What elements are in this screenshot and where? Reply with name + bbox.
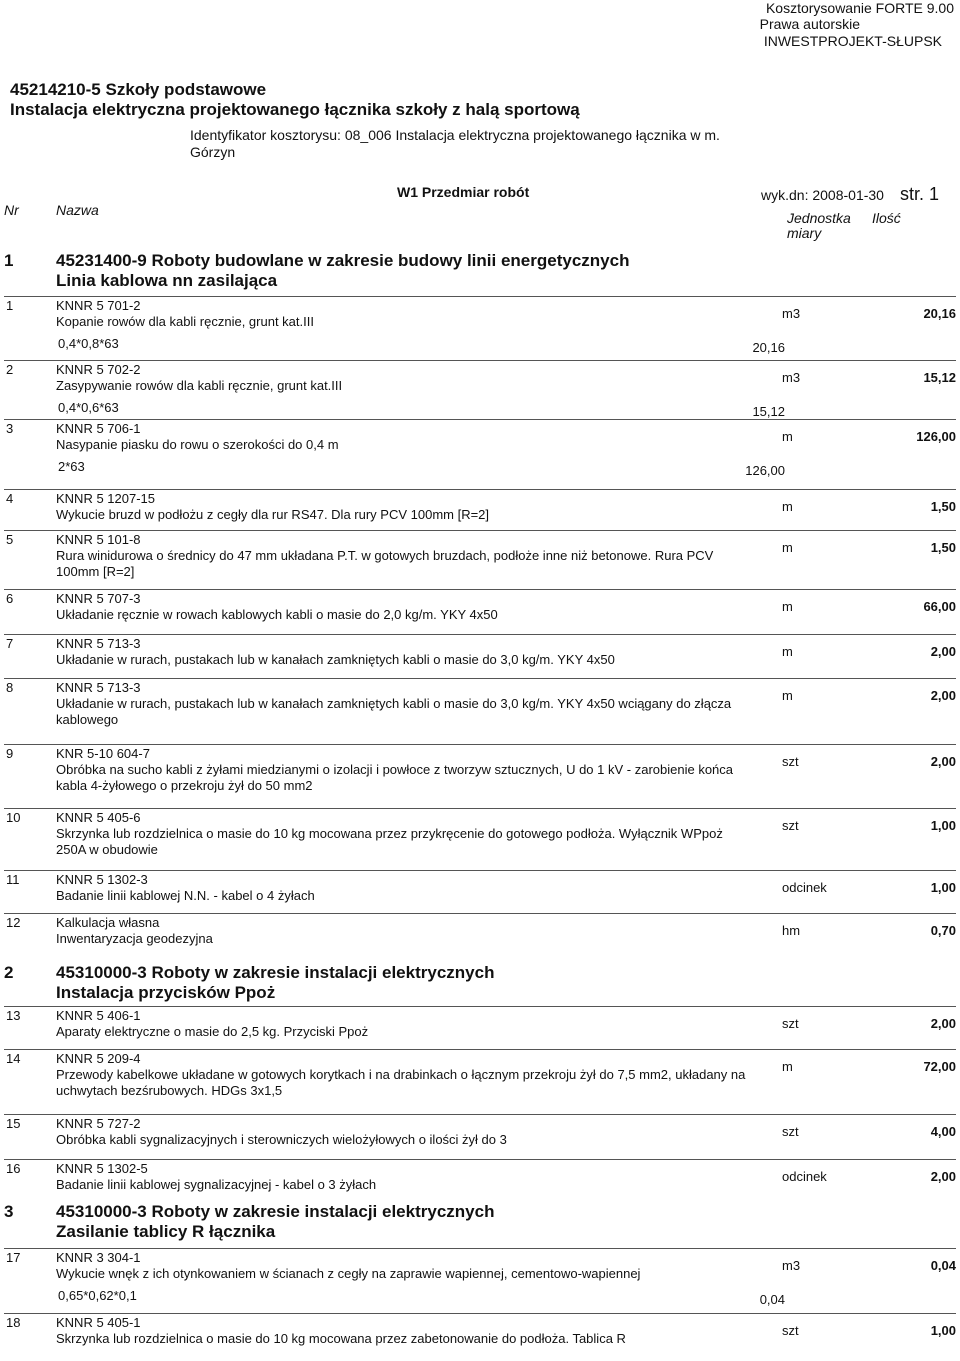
col-name: Nazwa xyxy=(56,202,99,218)
item-code: KNNR 5 707-3 xyxy=(56,591,141,606)
item-description: Badanie linii kablowej sygnalizacyjnej - kabel o 3 żyłach xyxy=(56,1177,377,1192)
item-code: KNNR 5 701-2 xyxy=(56,298,141,313)
item-quantity: 72,00 xyxy=(923,1059,956,1074)
software-name: Kosztorysowanie FORTE 9.00 xyxy=(765,0,954,16)
estimate-identifier: Identyfikator kosztorysu: 08_006 Instalacja elektryczna projektowanego łącznika w m. xyxy=(190,127,720,143)
row-divider xyxy=(4,589,956,590)
col-nr: Nr xyxy=(4,202,19,218)
item-quantity: 20,16 xyxy=(923,306,956,321)
item-unit: szt xyxy=(782,818,799,833)
item-nr: 10 xyxy=(6,810,21,825)
item-description: Przewody kabelkowe układane w gotowych korytkach i na drabinkach o łącznym przekroju żył do 7,5 mm2, układany na uchwytach bezśrubowych. HDGs 3x1,5 xyxy=(56,1067,746,1098)
item-description: Inwentaryzacja geodezyjna xyxy=(56,931,213,946)
item-quantity: 1,00 xyxy=(930,818,956,833)
item-unit: szt xyxy=(782,1124,799,1139)
item-quantity: 0,70 xyxy=(930,923,956,938)
item-quantity: 4,00 xyxy=(930,1124,956,1139)
row-divider xyxy=(4,296,956,297)
item-code: KNNR 5 702-2 xyxy=(56,362,141,377)
item-unit: odcinek xyxy=(782,1169,827,1184)
item-unit: szt xyxy=(782,1323,799,1338)
rights-label: Prawa autorskie xyxy=(759,16,860,32)
item-description: Obróbka na sucho kabli z żyłami miedzianymi o izolacji i powłoce z tworzyw sztucznych, U do 1 kV - zarobienie końca kabla 4-żyłowego o przekroju żył do 50 mm2 xyxy=(56,762,734,793)
item-nr: 2 xyxy=(6,362,14,377)
item-unit: m3 xyxy=(782,1258,801,1273)
row-divider xyxy=(4,870,956,871)
project-code-title: 45214210-5 Szkoły podstawowe xyxy=(10,80,267,99)
col-unit-2: miary xyxy=(787,225,822,241)
item-unit: hm xyxy=(782,923,801,938)
item-calculation: 2*63 xyxy=(58,459,85,474)
item-quantity: 2,00 xyxy=(930,688,956,703)
item-nr: 13 xyxy=(6,1008,21,1023)
item-nr: 11 xyxy=(6,872,20,887)
item-unit: m xyxy=(782,429,793,444)
row-divider xyxy=(4,489,956,490)
row-divider xyxy=(4,634,956,635)
row-divider xyxy=(4,530,956,531)
item-unit: m xyxy=(782,599,793,614)
row-divider xyxy=(4,419,956,420)
item-quantity: 2,00 xyxy=(930,754,956,769)
item-nr: 5 xyxy=(6,532,14,547)
item-unit: m xyxy=(782,540,793,555)
item-code: KNNR 5 727-2 xyxy=(56,1116,141,1131)
col-qty: Ilość xyxy=(872,210,901,226)
item-description: Badanie linii kablowej N.N. - kabel o 4 żyłach xyxy=(56,888,315,903)
row-divider xyxy=(4,1313,956,1314)
item-description: Rura winidurowa o średnicy do 47 mm układana P.T. w gotowych bruzdach, podłoże inne niż betonowe. Rura PCV 100mm [R=2] xyxy=(56,548,714,579)
row-divider xyxy=(4,1114,956,1115)
section-title: 45310000-3 Roboty w zakresie instalacji elektrycznych xyxy=(56,963,495,982)
col-unit-1: Jednostka xyxy=(787,210,851,226)
row-divider xyxy=(4,744,956,745)
item-calculation: 0,65*0,62*0,1 xyxy=(58,1288,137,1303)
item-nr: 18 xyxy=(6,1315,21,1330)
section-subtitle: Zasilanie tablicy R łącznika xyxy=(56,1222,276,1241)
item-nr: 9 xyxy=(6,746,14,761)
section-title: 45310000-3 Roboty w zakresie instalacji elektrycznych xyxy=(56,1202,495,1221)
item-code: Kalkulacja własna xyxy=(56,915,160,930)
row-divider xyxy=(4,913,956,914)
item-description: Zasypywanie rowów dla kabli ręcznie, grunt kat.III xyxy=(56,378,343,393)
item-code: KNNR 5 1302-5 xyxy=(56,1161,148,1176)
item-calculation: 0,4*0,8*63 xyxy=(58,336,119,351)
item-description: Nasypanie piasku do rowu o szerokości do 0,4 m xyxy=(56,437,339,452)
page-number: str. 1 xyxy=(900,184,940,204)
item-quantity: 126,00 xyxy=(916,429,956,444)
company-name: INWESTPROJEKT-SŁUPSK xyxy=(763,33,942,49)
row-divider xyxy=(4,678,956,679)
item-code: KNNR 5 713-3 xyxy=(56,680,141,695)
item-code: KNNR 5 405-1 xyxy=(56,1315,141,1330)
doc-title: W1 Przedmiar robót xyxy=(397,184,530,200)
item-nr: 1 xyxy=(6,298,14,313)
item-nr: 12 xyxy=(6,915,21,930)
doc-date: wyk.dn: 2008-01-30 xyxy=(761,187,884,203)
item-quantity: 0,04 xyxy=(930,1258,956,1273)
item-nr: 16 xyxy=(6,1161,21,1176)
row-divider xyxy=(4,1248,956,1249)
item-quantity: 1,00 xyxy=(930,880,956,895)
item-quantity: 66,00 xyxy=(923,599,956,614)
item-code: KNNR 5 101-8 xyxy=(56,532,141,547)
item-nr: 6 xyxy=(6,591,14,606)
item-calculation-result: 0,04 xyxy=(759,1292,785,1307)
section-nr: 1 xyxy=(4,251,14,270)
item-calculation-result: 126,00 xyxy=(745,463,785,478)
item-description: Aparaty elektryczne o masie do 2,5 kg. Przyciski Ppoż xyxy=(56,1024,369,1039)
item-description: Wykucie wnęk z ich otynkowaniem w ścianach z cegły na zaprawie wapiennej, cementowo-wapiennej xyxy=(56,1266,641,1281)
item-calculation-result: 20,16 xyxy=(752,340,785,355)
item-description: Obróbka kabli sygnalizacyjnych i sterowniczych wielożyłowych o ilości żył do 3 xyxy=(56,1132,507,1147)
item-quantity: 1,50 xyxy=(930,499,956,514)
item-unit: m xyxy=(782,499,793,514)
item-code: KNNR 5 406-1 xyxy=(56,1008,141,1023)
item-description: Skrzynka lub rozdzielnica o masie do 10 kg mocowana przez zabetonowanie do podłoża. Tablica R xyxy=(56,1331,626,1346)
item-code: KNNR 3 304-1 xyxy=(56,1250,141,1265)
item-quantity: 1,50 xyxy=(930,540,956,555)
item-code: KNR 5-10 604-7 xyxy=(56,746,150,761)
item-code: KNNR 5 209-4 xyxy=(56,1051,141,1066)
item-unit: m3 xyxy=(782,306,801,321)
item-nr: 4 xyxy=(6,491,14,506)
item-nr: 7 xyxy=(6,636,14,651)
item-calculation-result: 15,12 xyxy=(752,404,785,419)
item-unit: szt xyxy=(782,754,799,769)
item-nr: 17 xyxy=(6,1250,21,1265)
project-subtitle: Instalacja elektryczna projektowanego łącznika szkoły z halą sportową xyxy=(10,100,580,119)
row-divider xyxy=(4,1159,956,1160)
row-divider xyxy=(4,808,956,809)
item-quantity: 2,00 xyxy=(930,1169,956,1184)
item-nr: 3 xyxy=(6,421,14,436)
section-subtitle: Instalacja przycisków Ppoż xyxy=(56,983,276,1002)
item-unit: odcinek xyxy=(782,880,827,895)
item-quantity: 1,00 xyxy=(930,1323,956,1338)
item-nr: 14 xyxy=(6,1051,21,1066)
item-unit: m3 xyxy=(782,370,801,385)
item-nr: 8 xyxy=(6,680,14,695)
item-code: KNNR 5 713-3 xyxy=(56,636,141,651)
item-description: Układanie w rurach, pustakach lub w kanałach zamkniętych kabli o masie do 3,0 kg/m. YKY 4x50 wciągany do złącza kablowego xyxy=(56,696,732,727)
estimate-identifier-cont: Górzyn xyxy=(190,144,236,160)
item-unit: m xyxy=(782,688,793,703)
item-code: KNNR 5 405-6 xyxy=(56,810,141,825)
item-calculation: 0,4*0,6*63 xyxy=(58,400,119,415)
item-description: Układanie ręcznie w rowach kablowych kabli o masie do 2,0 kg/m. YKY 4x50 xyxy=(56,607,498,622)
item-description: Wykucie bruzd w podłożu z cegły dla rur RS47. Dla rury PCV 100mm [R=2] xyxy=(56,507,490,522)
item-quantity: 2,00 xyxy=(930,1016,956,1031)
item-code: KNNR 5 1207-15 xyxy=(56,491,155,506)
item-nr: 15 xyxy=(6,1116,21,1131)
section-subtitle: Linia kablowa nn zasilająca xyxy=(56,271,278,290)
row-divider xyxy=(4,360,956,361)
item-code: KNNR 5 706-1 xyxy=(56,421,141,436)
item-quantity: 2,00 xyxy=(930,644,956,659)
item-description: Układanie w rurach, pustakach lub w kanałach zamkniętych kabli o masie do 3,0 kg/m. YKY 4x50 xyxy=(56,652,615,667)
item-unit: m xyxy=(782,644,793,659)
row-divider xyxy=(4,1049,956,1050)
section-title: 45231400-9 Roboty budowlane w zakresie budowy linii energetycznych xyxy=(56,251,630,270)
row-divider xyxy=(4,1006,956,1007)
item-code: KNNR 5 1302-3 xyxy=(56,872,148,887)
item-description: Skrzynka lub rozdzielnica o masie do 10 kg mocowana przez przykręcenie do gotowego podłoża. Wyłącznik WPpoż 250A w obudowie xyxy=(56,826,723,857)
item-description: Kopanie rowów dla kabli ręcznie, grunt kat.III xyxy=(56,314,314,329)
item-quantity: 15,12 xyxy=(923,370,956,385)
section-nr: 3 xyxy=(4,1202,14,1221)
item-unit: m xyxy=(782,1059,793,1074)
item-unit: szt xyxy=(782,1016,799,1031)
section-nr: 2 xyxy=(4,963,14,982)
